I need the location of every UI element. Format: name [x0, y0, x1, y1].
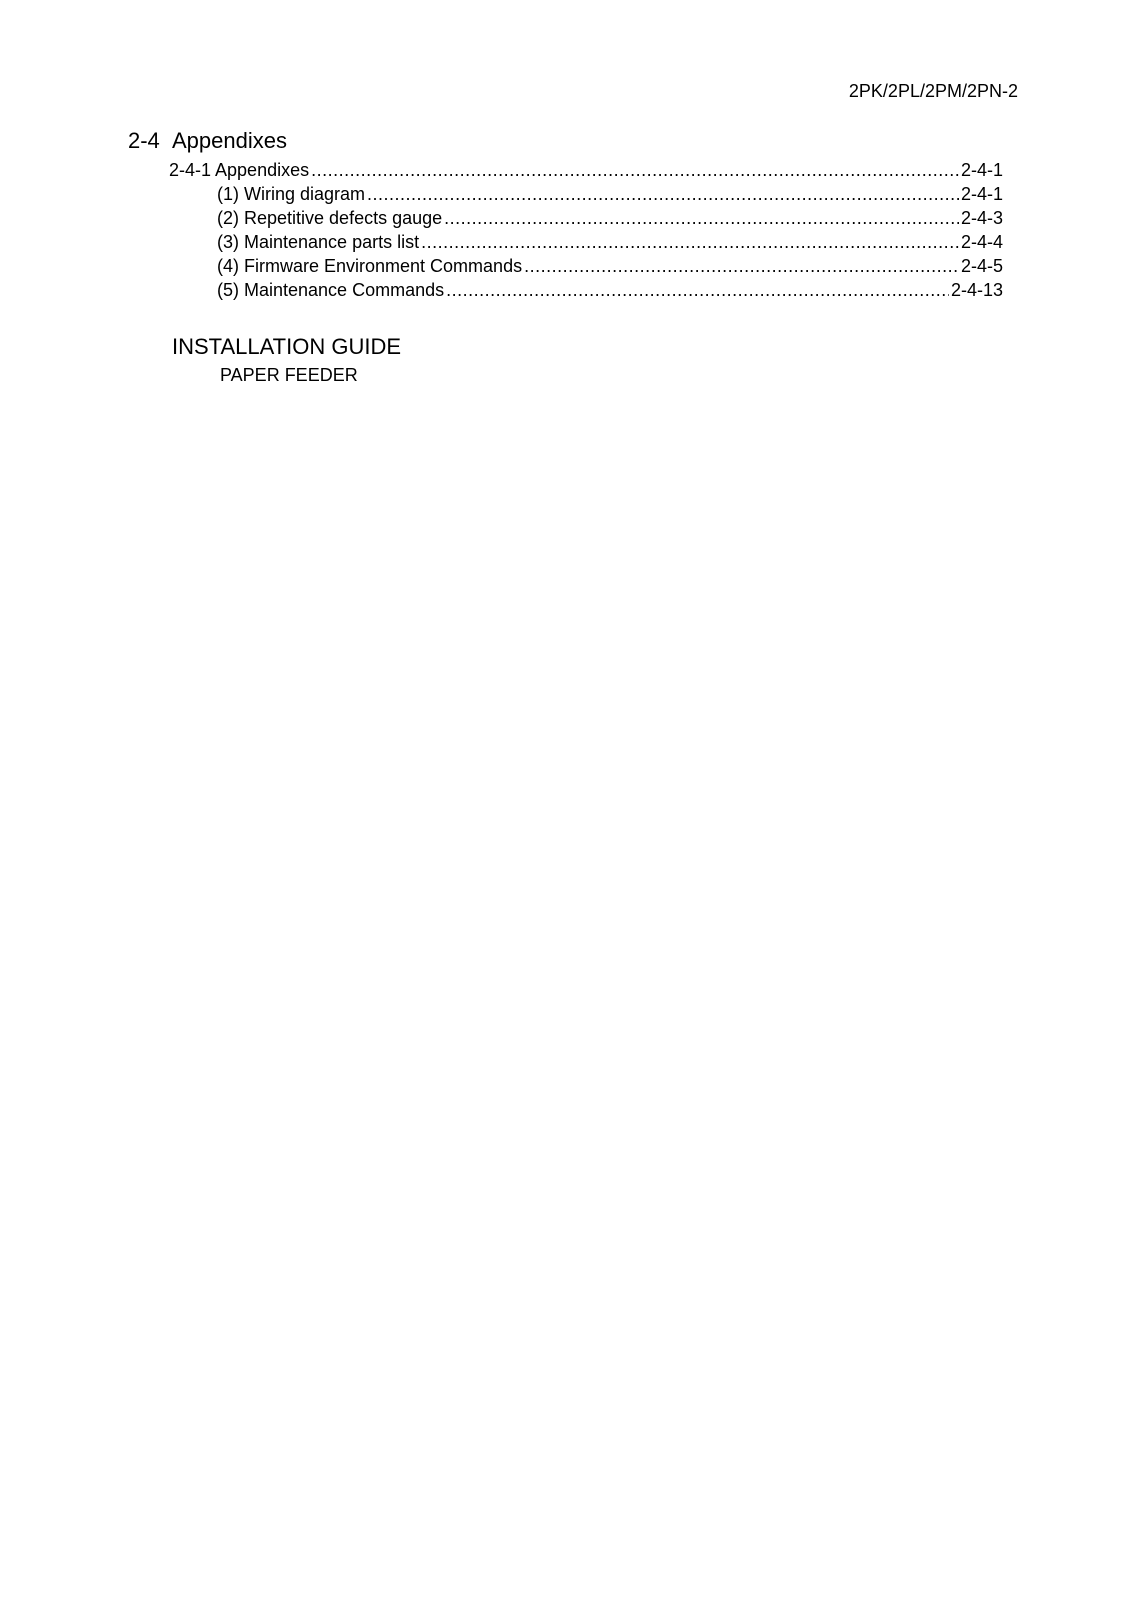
toc-entry-label: 2-4-1 Appendixes: [169, 160, 310, 180]
section-number: 2-4: [128, 128, 160, 153]
toc-leader-dots: [444, 207, 959, 229]
toc-entry-page: 2-4-5: [960, 256, 1003, 276]
toc-leader-dots: [311, 159, 959, 181]
toc-entry-label: (2) Repetitive defects gauge: [217, 208, 443, 228]
toc-entry-page: 2-4-4: [960, 232, 1003, 252]
toc-leader-dots: [367, 183, 959, 205]
section-heading: [128, 127, 287, 155]
toc-entry[interactable]: [217, 255, 1003, 277]
toc-leader-dots: [446, 279, 949, 301]
toc-entry-page: 2-4-3: [960, 208, 1003, 228]
toc-entry[interactable]: [217, 183, 1003, 205]
toc-entry-page: 2-4-13: [950, 280, 1003, 300]
toc-entry[interactable]: [217, 207, 1003, 229]
toc-entry-label: (1) Wiring diagram: [217, 184, 366, 204]
toc-entry[interactable]: [217, 231, 1003, 253]
toc-entry-page: 2-4-1: [960, 184, 1003, 204]
toc-entry-page: 2-4-1: [960, 160, 1003, 180]
toc-leader-dots: [524, 255, 959, 277]
section-title: Appendixes: [172, 128, 287, 153]
installation-guide-item-paper-feeder[interactable]: PAPER FEEDER: [220, 365, 358, 385]
toc-entry-label: (5) Maintenance Commands: [217, 280, 445, 300]
installation-guide-heading: INSTALLATION GUIDE: [172, 334, 402, 359]
toc-entry-label: (3) Maintenance parts list: [217, 232, 420, 252]
page-header: 2PK/2PL/2PM/2PN-2: [848, 81, 1018, 101]
toc-entry[interactable]: [217, 279, 1003, 301]
toc-entry-label: (4) Firmware Environment Commands: [217, 256, 523, 276]
toc-leader-dots: [421, 231, 959, 253]
toc-entry[interactable]: [169, 159, 1003, 181]
